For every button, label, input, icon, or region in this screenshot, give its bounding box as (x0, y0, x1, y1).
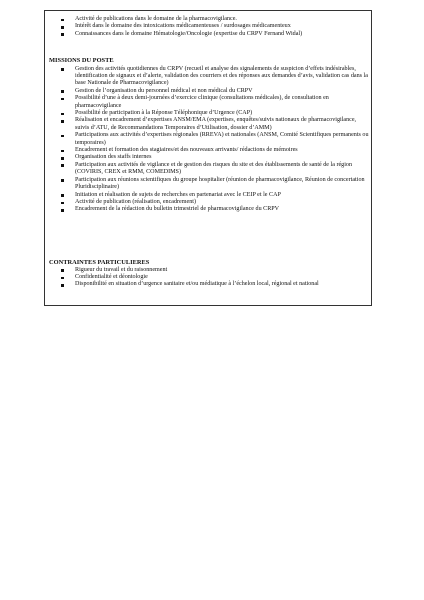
document-frame (44, 10, 372, 306)
list-item: Réalisation et encadrement d’expertises ANSM/EMA (expertises, enquêtes/suivis nationaux de pharmacovigilance, suivis d’ATU, de Recommandations Temporaires d’Utilisation, dossier d’AMM) (49, 117, 369, 132)
list-item: Gestion de l’organisation du personnel médical et non médical du CRPV (49, 88, 369, 95)
list-item: Organisation des staffs internes (49, 154, 369, 161)
missions-bullet-list (49, 66, 369, 214)
list-item: Activité de publications dans le domaine de la pharmacovigilance. (49, 16, 369, 23)
contraintes-bullet-list (49, 267, 369, 289)
list-item: Encadrement de la rédaction du bulletin trimestriel de pharmacovigilance du CRPV (49, 206, 369, 213)
list-item: Initiation et réalisation de sujets de recherches en partenariat avec le CEIP et le CAP (49, 192, 369, 199)
list-item: Confidentialité et déontologie (49, 274, 369, 281)
top-bullet-list (49, 16, 369, 38)
list-item: Disponibilité en situation d’urgence sanitaire et/ou médiatique à l’échelon local, régional et national (49, 281, 369, 288)
list-item: Connaissances dans le domaine Hématologie/Oncologie (expertise du CRPV Fernand Widal) (49, 31, 369, 38)
list-item: Participations aux activités d’expertises régionales (RREVA) et nationales (ANSM, Comité Scientifiques permanents ou temporaires) (49, 132, 369, 147)
list-item: Encadrement et formation des stagiaires/et des nouveaux arrivants/ rédactions de mémoires (49, 147, 369, 154)
list-item: Participation aux réunions scientifiques du groupe hospitalier (réunion de pharmacovigilance, Réunion de concertation Pluridisciplinaire) (49, 177, 369, 192)
list-item: Activité de publication (réalisation, encadrement) (49, 199, 369, 206)
top-list-section (49, 16, 369, 38)
missions-section (49, 57, 369, 214)
contraintes-section (49, 259, 369, 289)
missions-heading: MISSIONS DU POSTE (49, 57, 114, 64)
list-item: Participation aux activités de vigilance et de gestion des risques du site et des établissements de santé de la région (COVIRIS, CREX et RMM, COMEDIMS) (49, 162, 369, 177)
list-item: Possibilité de participation à la Réponse Téléphonique d’Urgence (CAP) (49, 110, 369, 117)
contraintes-heading: CONTRAINTES PARTICULIERES (49, 259, 150, 266)
list-item: Possibilité d’une à deux demi-journées d’exercice clinique (consultations médicales), de consultation en pharmacovigilance (49, 95, 369, 110)
list-item: Rigueur du travail et du raisonnement (49, 267, 369, 274)
list-item: Gestion des activités quotidiennes du CRPV (recueil et analyse des signalements de suspicion d’effets indésirables, identification de signaux et d’alerte, validation des courriers et des réponses aux demandes d’avis, validation cas dans la base Nationale de Pharmacovigilance) (49, 66, 369, 88)
list-item: Intérêt dans le domaine des intoxications médicamenteuses / surdosages médicamenteux (49, 23, 369, 30)
